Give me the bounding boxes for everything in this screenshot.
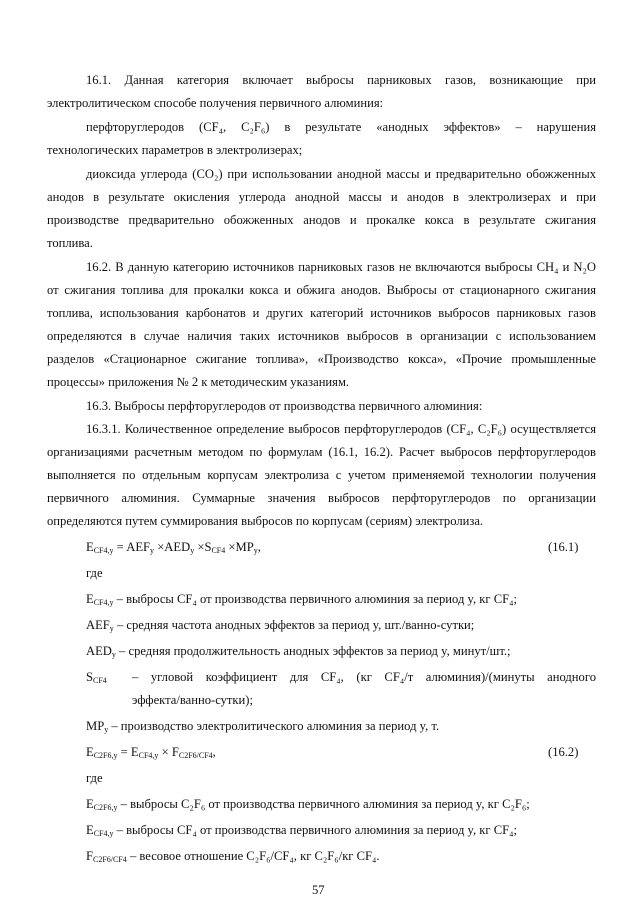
def-symbol: $F_{C2F6/CF4}$ xyxy=(86,849,127,864)
formula-term-s: $S_{CF4}$ xyxy=(204,540,226,555)
paragraph-16-3-1-line-1: 16.3.1. Количественное определение выбросов перфторуглеродов (CF₄, C₂F₆) осуществляется xyxy=(86,422,596,436)
page-number: 57 xyxy=(312,883,325,897)
def-e-cf4-2: $E_{CF4,y}$ – выбросы CF₄ от производства первичного алюминия за период y, кг CF₄; xyxy=(86,823,518,838)
paragraph-16-3: 16.3. Выбросы перфторуглеродов от производства первичного алюминия: xyxy=(86,399,483,413)
def-symbol: $E_{CF4,y}$ xyxy=(86,592,114,607)
def-e-cf4: $E_{CF4,y}$ – выбросы CF₄ от производства первичного алюминия за период y, кг CF₄; xyxy=(86,592,518,607)
paragraph-16-3-1-line-5: определяются путем суммирования выбросов по корпусам (сериям) электролиза. xyxy=(47,514,484,528)
paragraph-16-2-line-1: 16.2. В данную категорию источников парниковых газов не включаются выбросы CH₄ и N₂O xyxy=(86,260,596,274)
def-symbol: $AEF_y$ xyxy=(86,618,114,633)
def-symbol: $MP_y$ xyxy=(86,719,109,734)
def-aed: $AED_y$ – средняя продолжительность анодных эффектов за период y, минут/шт.; xyxy=(86,644,511,659)
def-symbol: $AED_y$ xyxy=(86,644,116,659)
def-s-cf4 xyxy=(86,670,107,684)
formula-term-aed: $AED_y$ xyxy=(164,540,195,555)
paragraph-co2-line-1: диоксида углерода (CO₂) при использовании анодной массы и предварительно обожженных xyxy=(86,167,596,181)
paragraph-16-1-line-2: электролитическом способе получения первичного алюминия: xyxy=(47,96,384,110)
paragraph-pfc-line-1: перфторуглеродов (CF₄, C₂F₆) в результате «анодных эффектов» – нарушения xyxy=(86,120,596,134)
def-s-cf4-text: – угловой коэффициент для CF₄, (кг CF₄/т алюминия)/(минуты анодного xyxy=(132,670,596,684)
paragraph-co2-line-3: производстве предварительно обожженных анодов и прокалке кокса в результате сжигания xyxy=(47,213,596,227)
formula-lhs: $E_{CF4,y}$ xyxy=(86,540,114,555)
paragraph-co2-line-2: анодов в результате окисления углерода анодной массы и анодов в электролизерах и при xyxy=(47,190,596,204)
paragraph-16-1-line-1: 16.1. Данная категория включает выбросы парниковых газов, возникающие при xyxy=(86,73,596,87)
where-label-1: где xyxy=(86,566,103,580)
def-e-c2f6: $E_{C2F6,y}$ – выбросы C₂F₆ от производства первичного алюминия за период y, кг C₂F₆; xyxy=(86,797,530,812)
paragraph-16-2-line-2: от сжигания топлива для прокалки кокса и обжига анодов. Выбросы от стационарного сжигания xyxy=(47,283,596,297)
formula-16-1: $E_{CF4,y} = AEF_y \times AED_y \times S_{CF4} \times MP_y$, xyxy=(86,540,261,555)
paragraph-16-2-line-3: топлива, использования карбонатов и других категорий источников выбросов парниковых газов xyxy=(47,306,596,320)
paragraph-16-2-line-6: процессы» приложения № 2 к методическим указаниям. xyxy=(47,375,350,389)
paragraph-16-3-1-line-2: организациями расчетным методом по формулам (16.1, 16.2). Расчет выбросов перфторуглеродов xyxy=(47,445,596,459)
formula-term-mp: $MP_y$ xyxy=(235,540,258,555)
where-label-2: где xyxy=(86,771,103,785)
def-symbol: $S_{CF4}$ xyxy=(86,670,107,685)
def-mp: $MP_y$ – производство электролитического алюминия за период y, т. xyxy=(86,719,440,734)
formula-lhs: $E_{C2F6,y}$ xyxy=(86,745,118,760)
formula-16-2: $E_{C2F6,y} = E_{CF4,y} \times F_{C2F6/CF4}$, xyxy=(86,745,216,760)
paragraph-co2-line-4: топлива. xyxy=(47,236,93,250)
formula-term-aef: $AEF_y$ xyxy=(126,540,155,555)
formula-term-f: $F_{C2F6/CF4}$ xyxy=(171,745,213,760)
equation-number-16-1: (16.1) xyxy=(548,540,579,554)
paragraph-16-3-1-line-3: выполняется по отдельным корпусам электролиза с учетом применяемой технологии получения xyxy=(47,468,596,482)
def-f-ratio: $F_{C2F6/CF4}$ – весовое отношение C₂F₆/CF₄, кг C₂F₆/кг CF₄. xyxy=(86,849,380,864)
def-s-cf4-text-2: эффекта/ванно-сутки); xyxy=(132,693,253,707)
def-symbol: $E_{C2F6,y}$ xyxy=(86,797,118,812)
def-symbol: $E_{CF4,y}$ xyxy=(86,823,114,838)
paragraph-16-2-line-5: разделов «Стационарное сжигание топлива», «Производство кокса», «Прочие промышленные xyxy=(47,352,596,366)
formula-term-e-cf4: $E_{CF4,y}$ xyxy=(130,745,159,760)
paragraph-pfc-line-2: технологических параметров в электролизерах; xyxy=(47,143,303,157)
paragraph-16-3-1-line-4: первичного алюминия. Суммарные значения выбросов перфторуглеродов по организации xyxy=(47,491,596,505)
def-aef: $AEF_y$ – средняя частота анодных эффектов за период y, шт./ванно-сутки; xyxy=(86,618,475,633)
paragraph-16-2-line-4: определяются в случае наличия таких источников выбросов в организации с использованием xyxy=(47,329,596,343)
equation-number-16-2: (16.2) xyxy=(548,745,579,759)
